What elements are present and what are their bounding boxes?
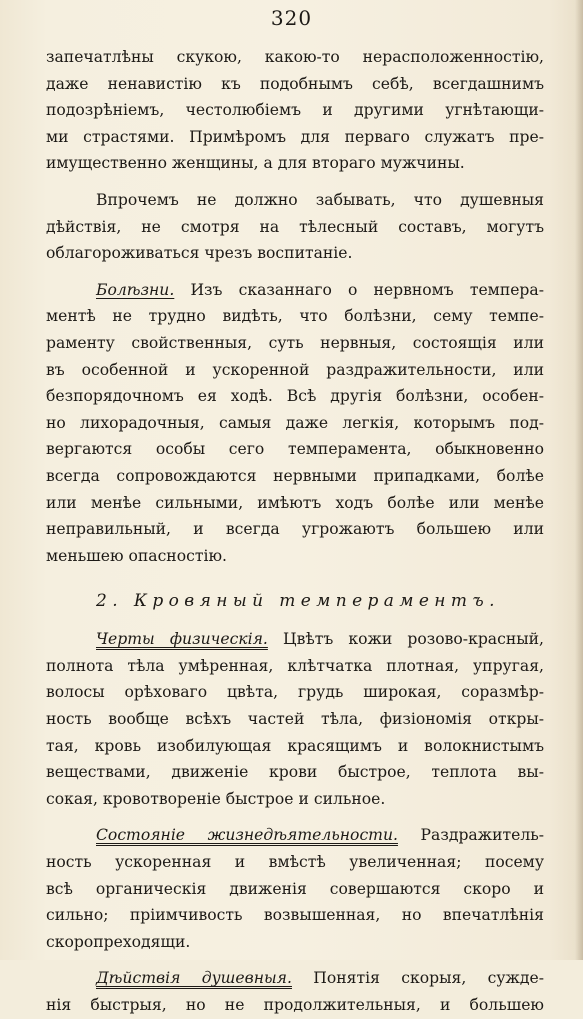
text-line: ми страстями. Примѣромъ для перваго служатъ пре- — [46, 127, 544, 146]
text-line: но лихорадочныя, самыя даже легкія, которымъ под- — [46, 413, 544, 432]
text-line: ность вообще всѣхъ частей тѣла, физіономія откры- — [46, 710, 544, 729]
text-line: вергаются особы сего темперамента, обыкновенно — [46, 440, 544, 459]
text-line: имущественно женщины, а для втораго мужчины. — [46, 154, 465, 173]
text-line: сокая, кровотвореніе быстрое и сильное. — [46, 789, 386, 808]
text-line: веществами, движеніе крови быстрое, теплота вы- — [46, 763, 544, 782]
paragraph-label-physical-traits: Черты физическія. — [96, 630, 268, 649]
section-heading: 2. Кровяный темпераментъ. — [96, 591, 500, 612]
text-fragment: Цвѣтъ кожи розово-красный, — [282, 630, 544, 649]
section-gap — [46, 569, 544, 586]
text-line: Впрочемъ не должно забывать, что душевныя — [96, 190, 544, 209]
text-fragment: Изъ сказаннаго о нервномъ темпера- — [190, 280, 544, 299]
text-line: ментѣ не трудно видѣть, что болѣзни, сему темпе- — [46, 307, 544, 326]
page-number: 320 — [270, 6, 313, 30]
paragraph-label-mental-actions: Дѣйствія душевныя. — [96, 969, 292, 988]
text-line: неправильный, и всегда угрожаютъ большею или — [46, 520, 544, 539]
text-line: волосы орѣховаго цвѣта, грудь широкая, соразмѣр- — [46, 683, 544, 702]
text-line: облагороживаться чрезъ воспитаніе. — [46, 244, 353, 263]
text-line: скоропреходящи. — [46, 932, 191, 951]
text-fragment: Раздражитель- — [420, 826, 544, 845]
paragraph-gap — [46, 267, 544, 277]
paragraph-gap — [46, 177, 544, 187]
paragraph-label-diseases: Болѣзни. — [96, 280, 175, 299]
text-line: всегда сопровождаются нервными припадками, болѣе — [46, 466, 544, 485]
text-line: полнота тѣла умѣренная, клѣтчатка плотная, упругая, — [46, 656, 544, 675]
text-line: всѣ органическія движенія совершаются скоро и — [46, 879, 544, 898]
text-line — [46, 965, 544, 992]
text-fragment: Понятія скорыя, сужде- — [313, 969, 544, 988]
text-line: въ особенной и ускоренной раздражительности, или — [46, 360, 544, 379]
text-line: или менѣе сильными, имѣютъ ходъ болѣе или менѣе — [46, 493, 544, 512]
text-line: ность ускоренная и вмѣстѣ увеличенная; посему — [46, 853, 544, 872]
text-line: сильно; пріимчивость возвышенная, но впечатлѣнія — [46, 906, 544, 925]
page-body — [46, 44, 544, 1019]
text-line: даже ненавистію къ подобнымъ себѣ, всегдашнимъ — [46, 74, 544, 93]
text-line: нія быстрыя, но не продолжительныя, и большею — [46, 996, 544, 1014]
section-gap — [46, 616, 544, 626]
text-line: тая, кровь изобилующая красящимъ и волокнистымъ — [46, 736, 544, 755]
text-line: дѣйствія, не смотря на тѣлесный составъ, могутъ — [46, 217, 544, 236]
text-line: меньшею опасностію. — [46, 546, 227, 565]
text-line — [46, 277, 544, 304]
text-line — [46, 822, 544, 849]
page-edge-shadow — [575, 0, 583, 960]
text-line: запечатлѣны скукою, какою-то нерасположенностію, — [46, 48, 544, 66]
text-line: подозрѣніемъ, честолюбіемъ и другими угнѣтающи- — [46, 101, 544, 120]
paragraph-label-vital-state: Состояніе жизнедѣятельности. — [96, 826, 398, 845]
text-line — [46, 626, 544, 653]
paragraph-gap — [46, 955, 544, 965]
paragraph-gap — [46, 812, 544, 822]
text-line: безпорядочномъ ея ходѣ. Всѣ другія болѣзни, особен- — [46, 387, 544, 406]
text-line: раменту свойственныя, суть нервныя, состоящія или — [46, 333, 544, 352]
